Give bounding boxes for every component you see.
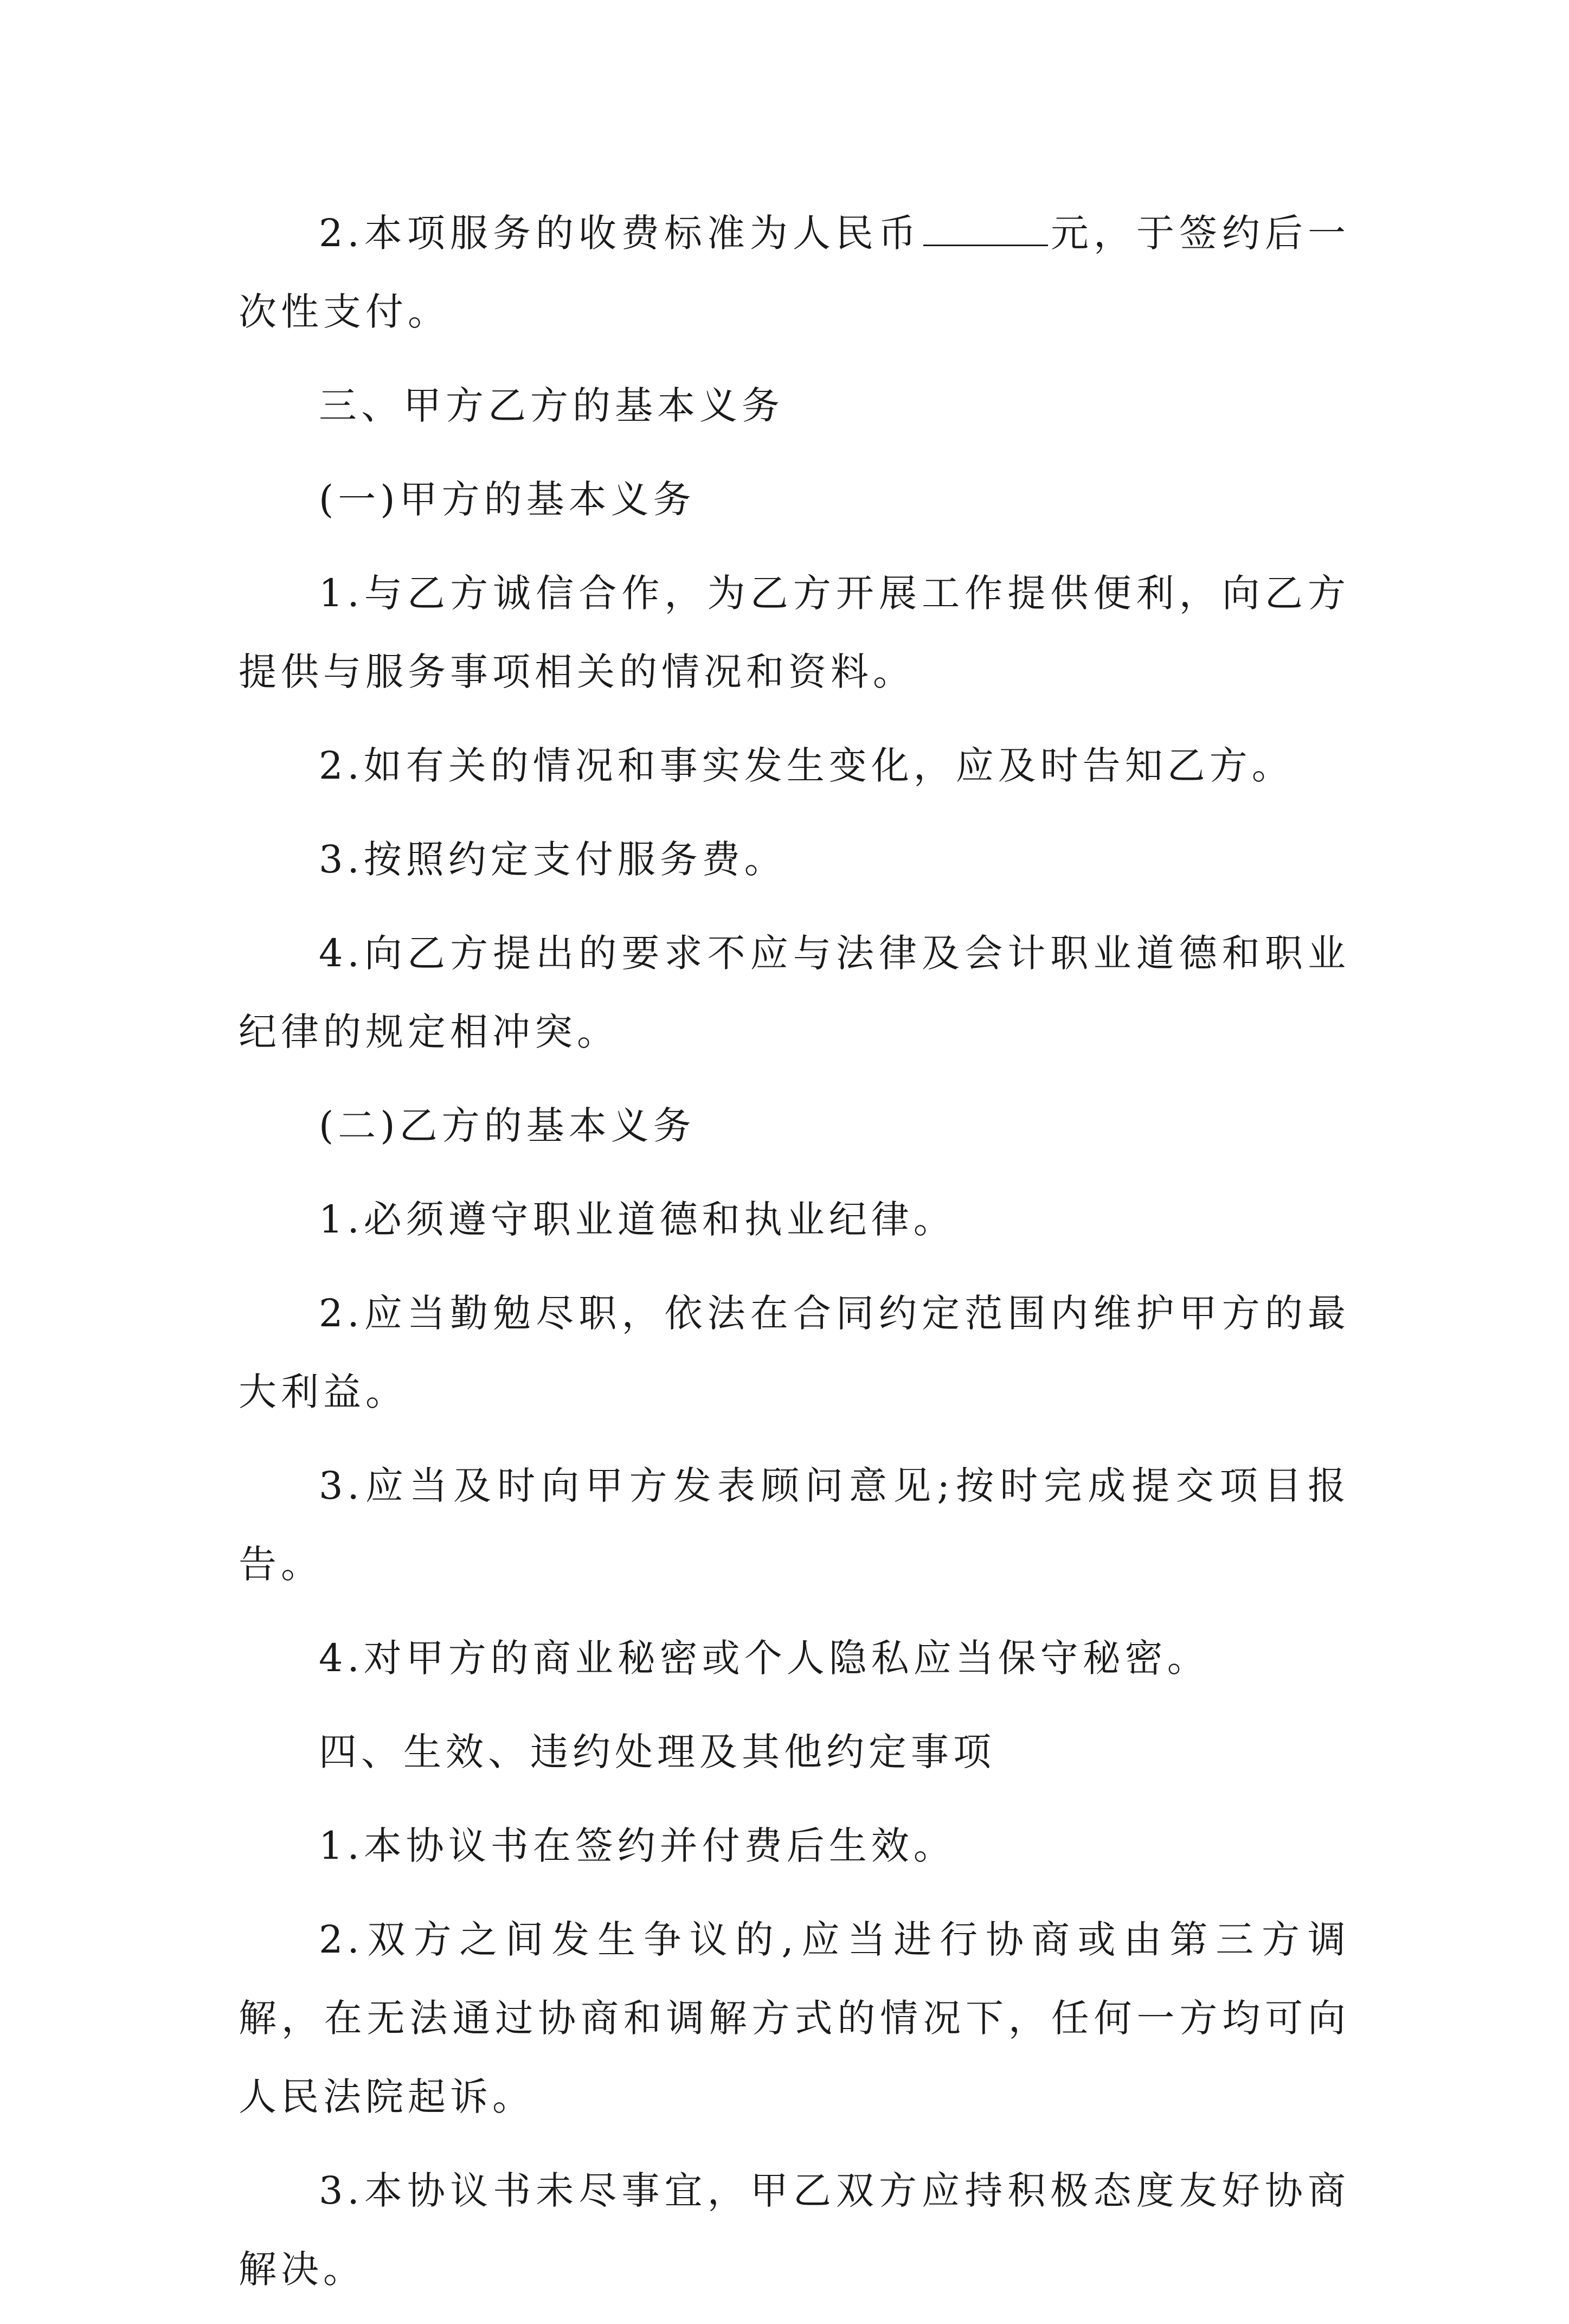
party-b-obligation-2: 2.应当勤勉尽职，依法在合同约定范围内维护甲方的最大利益。 bbox=[239, 1291, 1350, 1414]
fee-amount-blank bbox=[923, 207, 1048, 246]
party-b-obligation-1: 1.必须遵守职业道德和执业纪律。 bbox=[319, 1197, 956, 1242]
fee-standard-text: 2.本项服务的收费标准为人民币 bbox=[319, 211, 921, 255]
party-a-obligation-1: 1.与乙方诚信合作，为乙方开展工作提供便利，向乙方提供与服务事项相关的情况和资料。 bbox=[239, 571, 1350, 694]
party-b-obligation-4: 4.对甲方的商业秘密或个人隐私应当保守秘密。 bbox=[319, 1636, 1210, 1680]
section-heading-effectiveness: 四、生效、违约处理及其他约定事项 bbox=[319, 1730, 995, 1774]
party-b-obligation-3: 3.应当及时向甲方发表顾问意见;按时完成提交项目报告。 bbox=[239, 1463, 1350, 1587]
effectiveness-clause-3: 3.本协议书未尽事宜，甲乙双方应持积极态度友好协商解决。 bbox=[239, 2168, 1350, 2291]
party-a-obligation-4: 4.向乙方提出的要求不应与法律及会计职业道德和职业纪律的规定相冲突。 bbox=[239, 931, 1350, 1054]
subheading-party-b-obligations: (二)乙方的基本义务 bbox=[319, 1103, 696, 1148]
effectiveness-clause-1: 1.本协议书在签约并付费后生效。 bbox=[319, 1824, 956, 1868]
fee-standard-tail: 元，于签约后一次性支付。 bbox=[239, 211, 1350, 334]
section-heading-obligations: 三、甲方乙方的基本义务 bbox=[319, 383, 784, 428]
fee-standard-paragraph bbox=[239, 194, 1350, 351]
party-a-obligation-3: 3.按照约定支付服务费。 bbox=[319, 837, 787, 882]
party-a-obligation-2: 2.如有关的情况和事实发生变化，应及时告知乙方。 bbox=[319, 743, 1294, 788]
document-body bbox=[239, 194, 1350, 2324]
effectiveness-clause-2: 2.双方之间发生争议的,应当进行协商或由第三方调解，在无法通过协商和调解方式的情况下，任何一方均可向人民法院起诉。 bbox=[239, 1917, 1350, 2119]
subheading-party-a-obligations: (一)甲方的基本义务 bbox=[319, 477, 696, 522]
